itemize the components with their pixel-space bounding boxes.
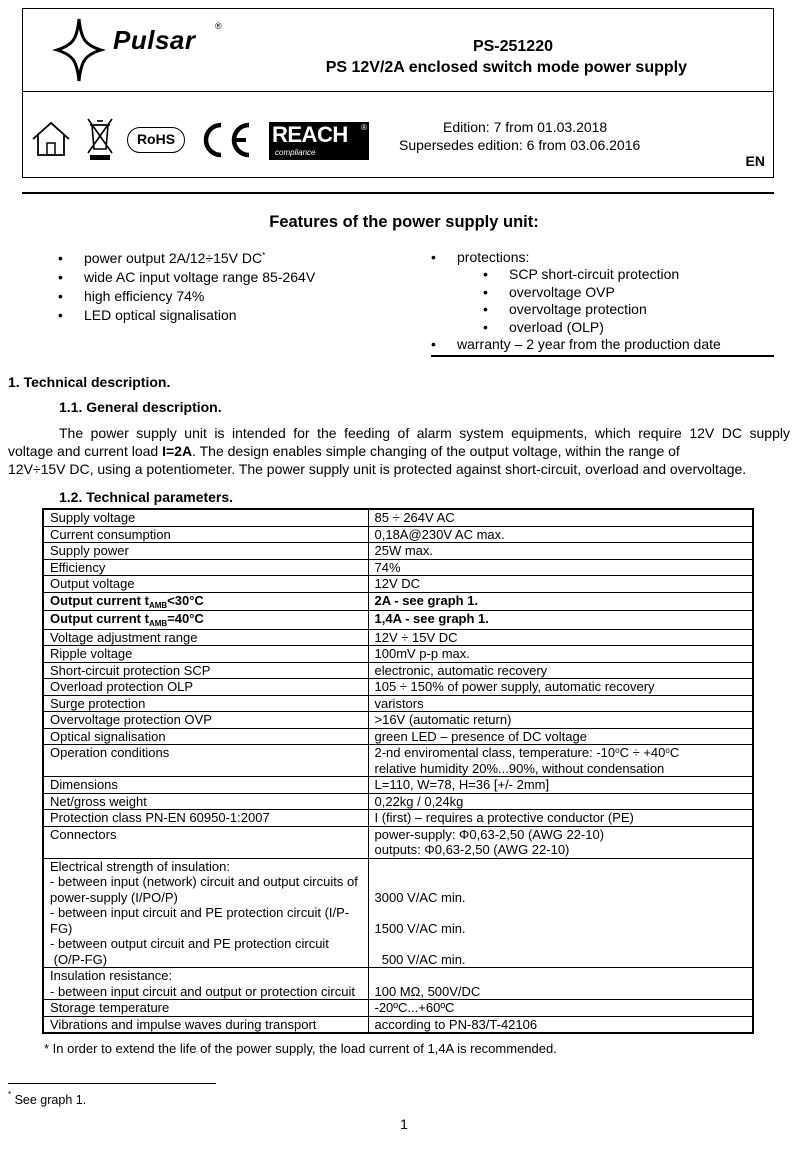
list-item: • overload (OLP) [431, 319, 721, 336]
section-heading: 1. Technical description. [8, 374, 171, 390]
features-list-left [58, 249, 315, 325]
pulsar-star-icon [39, 15, 119, 85]
edition-text: Edition: 7 from 01.03.2018 [443, 119, 608, 135]
table-row: Short-circuit protection SCP electronic, automatic recovery [43, 662, 753, 679]
reach-sub-label: compliance [275, 148, 316, 157]
footnote: * See graph 1. [8, 1090, 87, 1107]
table-row: Supply power 25W max. [43, 543, 753, 560]
list-item: • wide AC input voltage range 85-264V [58, 268, 315, 287]
logo-registered-mark: ® [215, 21, 222, 31]
supersedes-text: Supersedes edition: 6 from 03.06.2016 [399, 137, 641, 153]
table-row: Efficiency 74% [43, 559, 753, 576]
language-code: EN [745, 153, 765, 169]
subsection-heading: 1.2. Technical parameters. [59, 489, 234, 505]
table-row: Protection class PN-EN 60950-1:2007 I (first) – requires a protective conductor (PE) [43, 810, 753, 827]
features-list-right [431, 249, 721, 353]
list-item: • protections: [431, 249, 721, 266]
table-row: Dimensions L=110, W=78, H=36 [+/- 2mm] [43, 777, 753, 794]
list-item: • overvoltage protection [431, 301, 721, 318]
ce-mark-icon [199, 119, 255, 161]
list-item: • SCP short-circuit protection [431, 266, 721, 283]
table-row: Net/gross weight 0,22kg / 0,24kg [43, 793, 753, 810]
table-row: Optical signalisation green LED – presence of DC voltage [43, 728, 753, 745]
table-row: Current consumption 0,18A@230V AC max. [43, 526, 753, 543]
reach-badge [269, 122, 369, 160]
pulsar-logo [39, 15, 229, 85]
subsection-heading: 1.1. General description. [59, 399, 222, 415]
document-header [22, 8, 774, 178]
table-row: Output current $t_{AMB}=40^\circ C$ 1,4A - see graph 1. [43, 611, 753, 630]
rohs-label: RoHS [136, 131, 176, 147]
table-row: Output voltage 12V DC [43, 576, 753, 593]
header-title-row [23, 9, 773, 92]
divider-features [431, 355, 774, 357]
weee-bin-icon [85, 115, 115, 161]
product-code: PS-251220 [472, 38, 553, 55]
table-row: Output current $t_{AMB}<30^\circ C$ 2A - see graph 1. [43, 592, 753, 611]
table-row: Overvoltage protection OVP >16V (automatic return) [43, 712, 753, 729]
reach-registered-mark: ® [361, 123, 367, 132]
features-title: Features of the power supply unit: [269, 213, 539, 231]
reach-label: REACH [272, 122, 348, 147]
rohs-badge [127, 127, 185, 153]
table-row: Electrical strength of insulation: - between input (network) circuit and output circuits of power-supply (I/PO/P) - between input circuit and PE protection circuit (I/P- FG) - between output circuit and PE protection circuit (O/P-FG) 3000 V/AC min. 1500 V/AC min. 500 V/AC min. [43, 858, 753, 968]
table-row: Supply voltage 85 ÷ 264V AC [43, 509, 753, 526]
footnote-divider [8, 1083, 216, 1084]
table-row: Voltage adjustment range 12V ÷ 15V DC [43, 629, 753, 646]
header-cert-row [23, 93, 773, 179]
indoor-use-icon [29, 119, 73, 159]
table-row: Ripple voltage 100mV p-p max. [43, 646, 753, 663]
general-description: The power supply unit is intended for the feeding of alarm system equipments, which require 12V DC supply voltage and current load I=2A. The design enables simple changing of the output voltage, within the range of 12V÷15V DC, using a potentiometer. The power supply unit is protected against short-circuit, overload and overvoltage. [8, 425, 790, 477]
divider-top [22, 192, 774, 194]
list-item: • high efficiency 74% [58, 287, 315, 306]
technical-parameters-table [42, 508, 754, 1034]
table-row: Insulation resistance: - between input circuit and output or protection circuit 100 MΩ, 500V/DC [43, 968, 753, 1000]
list-item: • power output 2A/12÷15V DC* [58, 249, 315, 268]
list-item: • warranty – 2 year from the production date [431, 336, 721, 353]
page-number: 1 [400, 1116, 408, 1132]
product-title: PS 12V/2A enclosed switch mode power supply [325, 59, 687, 76]
table-row: Overload protection OLP 105 ÷ 150% of power supply, automatic recovery [43, 679, 753, 696]
table-note: * In order to extend the life of the power supply, the load current of 1,4A is recommended. [44, 1041, 557, 1056]
list-item: • overvoltage OVP [431, 284, 721, 301]
table-row: Storage temperature -20ºC...+60ºC [43, 1000, 753, 1017]
logo-text: Pulsar [113, 25, 196, 55]
table-row: Operation conditions 2-nd enviromental class, temperature: $-10^oC \div +40^oC$ relative humidity 20%...90%, without condensation [43, 745, 753, 777]
table-row: Surge protection varistors [43, 695, 753, 712]
table-row: Connectors power-supply: Φ0,63-2,50 (AWG 22-10) outputs: Φ0,63-2,50 (AWG 22-10) [43, 826, 753, 858]
table-row: Vibrations and impulse waves during transport according to PN-83/T-42106 [43, 1016, 753, 1033]
list-item: • LED optical signalisation [58, 306, 315, 325]
